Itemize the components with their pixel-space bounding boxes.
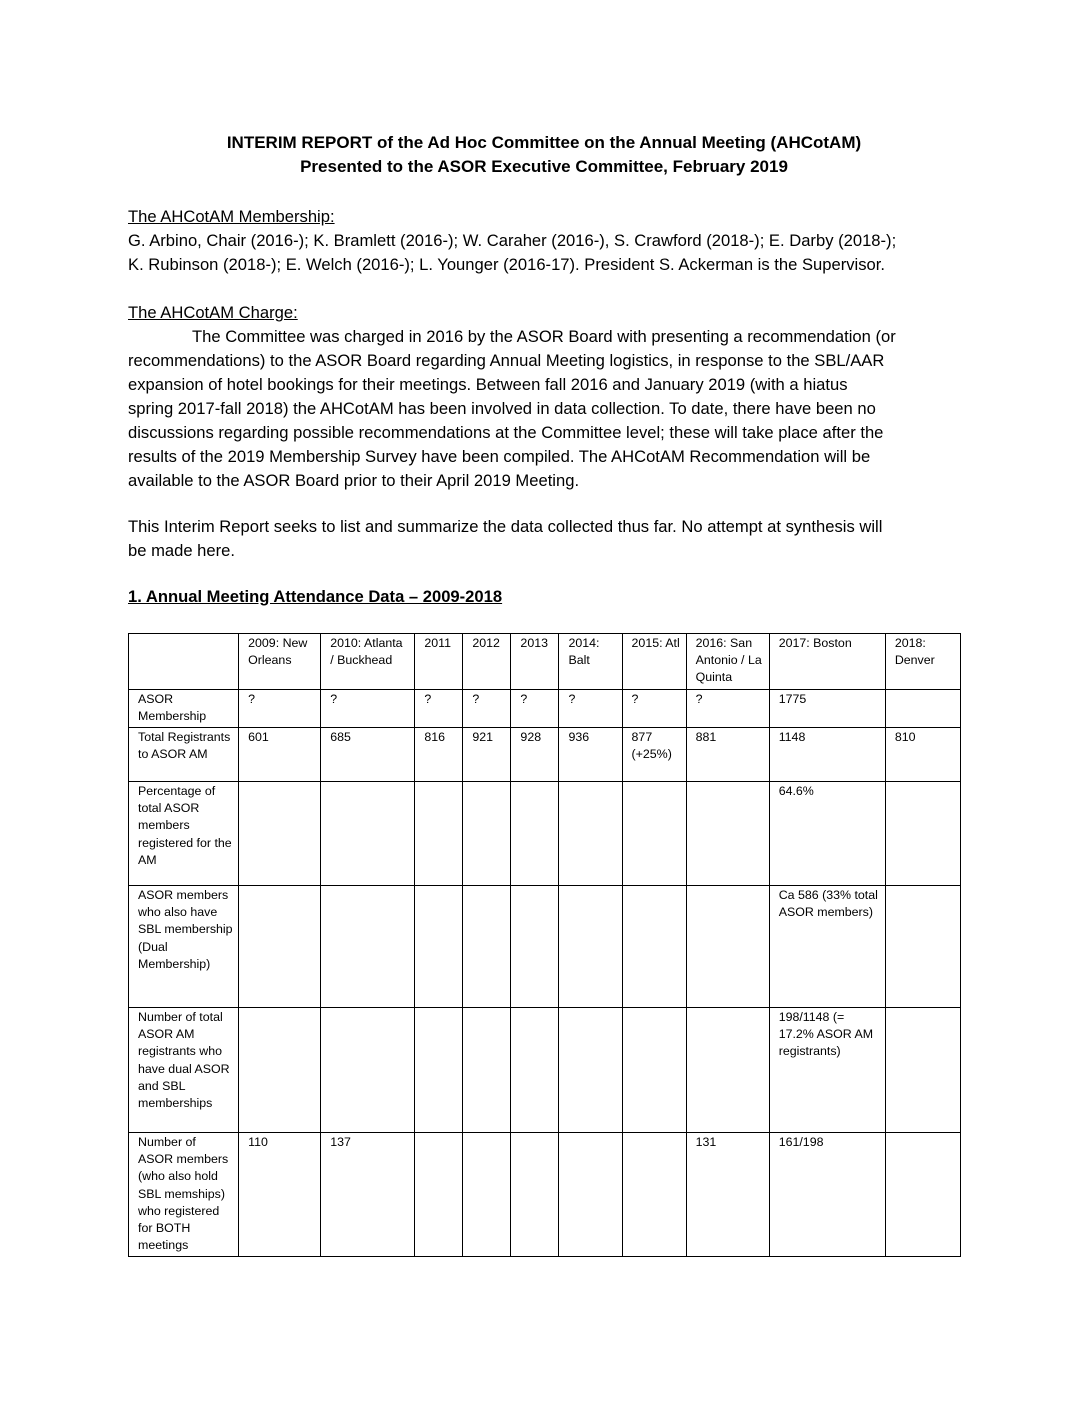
table-header-cell: 2012 — [463, 634, 511, 690]
table-cell — [463, 1133, 511, 1257]
membership-line: K. Rubinson (2018-); E. Welch (2016-); L. Younger (2016-17). President S. Ackerman is the Supervisor. — [128, 255, 885, 274]
table-header-cell: 2015: Atl — [622, 634, 686, 690]
table-cell: 110 — [239, 1133, 321, 1257]
table-cell: ? — [622, 689, 686, 727]
table-header-row — [129, 634, 961, 690]
table-cell — [463, 782, 511, 886]
charge-section — [128, 301, 962, 493]
table-cell — [511, 782, 559, 886]
table-cell — [622, 1133, 686, 1257]
table-cell: ? — [239, 689, 321, 727]
table-cell — [885, 1008, 960, 1133]
table-cell: 601 — [239, 728, 321, 782]
table-cell — [885, 1133, 960, 1257]
table-cell: 131 — [686, 1133, 769, 1257]
membership-heading: The AHCotAM Membership: — [128, 207, 335, 226]
row-label: Percentage of total ASOR members registered for the AM — [129, 782, 239, 886]
table-cell — [415, 1008, 463, 1133]
table-cell — [321, 886, 415, 1008]
interim-line: be made here. — [128, 541, 236, 560]
table-cell: ? — [511, 689, 559, 727]
table-cell — [622, 782, 686, 886]
table-cell — [321, 782, 415, 886]
table-cell: 685 — [321, 728, 415, 782]
table-cell — [885, 689, 960, 727]
table-cell — [511, 1133, 559, 1257]
table-header-cell: 2014: Balt — [559, 634, 622, 690]
table-cell: 877 (+25%) — [622, 728, 686, 782]
table-cell — [321, 1008, 415, 1133]
charge-line: results of the 2019 Membership Survey have been compiled. The AHCotAM Recommendation will be — [128, 447, 871, 466]
table-cell: ? — [686, 689, 769, 727]
table-header-cell: 2011 — [415, 634, 463, 690]
table-header-cell: 2018: Denver — [885, 634, 960, 690]
row-label: Number of total ASOR AM registrants who have dual ASOR and SBL memberships — [129, 1008, 239, 1133]
row-label: Number of ASOR members (who also hold SBL memships) who registered for BOTH meetings — [129, 1133, 239, 1257]
table-cell: 921 — [463, 728, 511, 782]
row-label: ASOR members who also have SBL membership (Dual Membership) — [129, 886, 239, 1008]
table-cell: 137 — [321, 1133, 415, 1257]
charge-line: expansion of hotel bookings for their meetings. Between fall 2016 and January 2019 (with a hiatus — [128, 375, 848, 394]
table-cell: 928 — [511, 728, 559, 782]
table-cell: 1775 — [769, 689, 885, 727]
table-header-cell: 2017: Boston — [769, 634, 885, 690]
table-cell — [463, 1008, 511, 1133]
table-row — [129, 782, 961, 886]
table-cell — [686, 1008, 769, 1133]
interim-paragraph — [128, 515, 962, 563]
table-cell: 161/198 — [769, 1133, 885, 1257]
table-cell — [885, 782, 960, 886]
row-label: ASOR Membership — [129, 689, 239, 727]
table-cell — [622, 886, 686, 1008]
table-cell: 198/1148 (= 17.2% ASOR AM registrants) — [769, 1008, 885, 1133]
membership-section — [128, 205, 962, 277]
table-cell: 816 — [415, 728, 463, 782]
table-row — [129, 728, 961, 782]
table-cell: 810 — [885, 728, 960, 782]
table-cell — [686, 886, 769, 1008]
charge-heading: The AHCotAM Charge: — [128, 303, 298, 322]
table-cell — [559, 886, 622, 1008]
table-row — [129, 1133, 961, 1257]
interim-line: This Interim Report seeks to list and summarize the data collected thus far. No attempt at synthesis will — [128, 517, 883, 536]
table-cell: ? — [321, 689, 415, 727]
charge-line: The Committee was charged in 2016 by the ASOR Board with presenting a recommendation (or — [192, 327, 896, 346]
charge-line: spring 2017-fall 2018) the AHCotAM has been involved in data collection. To date, there have been no — [128, 399, 876, 418]
table-cell — [415, 1133, 463, 1257]
table-cell — [415, 782, 463, 886]
charge-line: discussions regarding possible recommendations at the Committee level; these will take place after the — [128, 423, 884, 442]
table-row — [129, 1008, 961, 1133]
table-row — [129, 689, 961, 727]
row-label: Total Registrants to ASOR AM — [129, 728, 239, 782]
table-cell — [511, 886, 559, 1008]
table-cell: ? — [559, 689, 622, 727]
table-cell: Ca 586 (33% total ASOR members) — [769, 886, 885, 1008]
table-cell — [622, 1008, 686, 1133]
table-header-cell: 2016: San Antonio / La Quinta — [686, 634, 769, 690]
table-header-cell — [129, 634, 239, 690]
table-cell: ? — [415, 689, 463, 727]
table-cell — [239, 1008, 321, 1133]
table-cell — [239, 782, 321, 886]
table-cell — [559, 782, 622, 886]
table-cell — [885, 886, 960, 1008]
table-header-cell: 2013 — [511, 634, 559, 690]
section-heading: 1. Annual Meeting Attendance Data – 2009-2018 — [128, 587, 503, 606]
report-subtitle: Presented to the ASOR Executive Committee, February 2019 — [300, 157, 788, 176]
table-cell — [415, 886, 463, 1008]
table-cell: 936 — [559, 728, 622, 782]
table-cell: 881 — [686, 728, 769, 782]
table-cell: ? — [463, 689, 511, 727]
report-title: INTERIM REPORT of the Ad Hoc Committee on the Annual Meeting (AHCotAM) — [226, 133, 862, 152]
table-header-cell: 2010: Atlanta / Buckhead — [321, 634, 415, 690]
table-cell: 1148 — [769, 728, 885, 782]
table-cell — [559, 1008, 622, 1133]
table-row — [129, 886, 961, 1008]
table-cell — [239, 886, 321, 1008]
table-cell — [511, 1008, 559, 1133]
table-cell — [686, 782, 769, 886]
table-cell: 64.6% — [769, 782, 885, 886]
membership-line: G. Arbino, Chair (2016-); K. Bramlett (2016-); W. Caraher (2016-), S. Crawford (2018-); E. Darby (2018-); — [128, 231, 897, 250]
table-header-cell: 2009: New Orleans — [239, 634, 321, 690]
table-cell — [463, 886, 511, 1008]
charge-line: available to the ASOR Board prior to their April 2019 Meeting. — [128, 471, 580, 490]
charge-line: recommendations) to the ASOR Board regarding Annual Meeting logistics, in response to the SBL/AAR — [128, 351, 885, 370]
attendance-table — [128, 633, 961, 1257]
table-cell — [559, 1133, 622, 1257]
